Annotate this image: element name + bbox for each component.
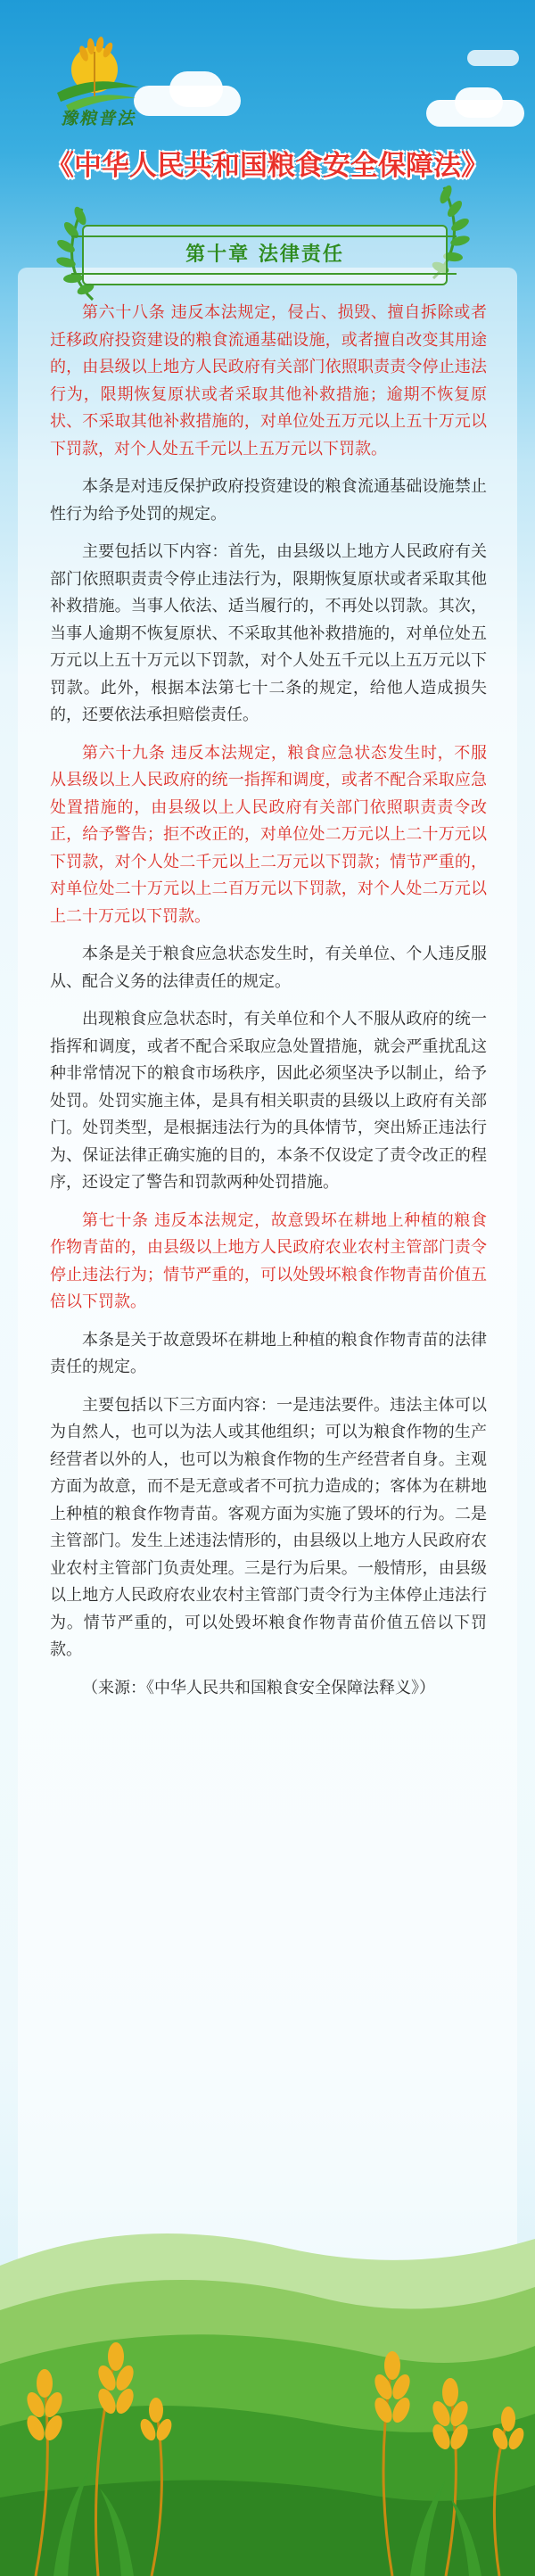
chapter-title: 第十章 法律责任 [185,243,344,266]
page-title: 《中华人民共和国粮食安全保障法》 [46,150,489,182]
article-69: 第六十九条 违反本法规定，粮食应急状态发生时，不服从县级以上人民政府的统一指挥和调度，或者不配合采取应急处置措施的，由县级以上人民政府有关部门依照职责责令改正，给予警告；拒不改正的，对单位处二万元以上二十万元以下罚款，对个人处二千元以上二万元以下罚款；情节严重的，对单位处二十万元以上二百万元以下罚款，对个人处二万元以上二十万元以下罚款。 [50,743,487,926]
article-70-explanation: 主要包括以下三方面内容：一是违法要件。违法主体可以为自然人，也可以为法人或其他组织；可以为粮食作物的生产经营者以外的人，也可以为粮食作物的生产经营者自身。主观方面为故意，而不是无意或者不可抗力造成的；客体为在耕地上种植的粮食作物青苗。客观方面为实施了毁坏的行为。二是主管部门。发生上述违法情形的，由县级以上地方人民政府农业农村主管部门负责处理。三是行为后果。一般情形，由县级以上地方人民政府农业农村主管部门责令行为主体停止违法行为。情节严重的，可以处毁坏粮食作物青苗价值五倍以下罚款。 [50,1395,487,1659]
article-70: 第七十条 违反本法规定，故意毁坏在耕地上种植的粮食作物青苗的，由县级以上地方人民政府农业农村主管部门责令停止违法行为；情节严重的，可以处毁坏粮食作物青苗价值五倍以下罚款。 [50,1210,487,1311]
source-note: （来源：《中华人民共和国粮食安全保障法释义》） [82,1678,435,1697]
logo-text: 豫粮普法 [60,109,136,128]
cloud [455,87,503,118]
article-68-explanation: 主要包括以下内容：首先，由县级以上地方人民政府有关部门依照职责责令停止违法行为，限期恢复原状或者采取其他补救措施。当事人依法、适当履行的，不再处以罚款。其次，当事人逾期不恢复原状、不采取其他补救措施的，对单位处五万元以上五十万元以下罚款，对个人处五千元以上五万元以下罚款。此外，根据本法第七十二条的规定，给他人造成损失的，还要依法承担赔偿责任。 [50,542,487,724]
article-68-note: 本条是对违反保护政府投资建设的粮食流通基础设施禁止性行为给予处罚的规定。 [50,477,487,524]
article-68: 第六十八条 违反本法规定，侵占、损毁、擅自拆除或者迁移政府投资建设的粮食流通基础设施，或者擅自改变其用途的，由县级以上地方人民政府有关部门依照职责责令停止违法行为，限期恢复原状或者采取其他补救措施；逾期不恢复原状、不采取其他补救措施的，对单位处五万元以上五十万元以下罚款，对个人处五千元以上五万元以下罚款。 [50,303,487,458]
article-69-note: 本条是关于粮食应急状态发生时，有关单位、个人违反服从、配合义务的法律责任的规定。 [50,945,487,991]
cloud [467,50,519,66]
article-70-note: 本条是关于故意毁坏在耕地上种植的粮食作物青苗的法律责任的规定。 [50,1330,487,1376]
cloud [169,71,223,107]
wheat-stalks-icon [0,2283,535,2576]
article-content [50,300,487,1713]
article-69-explanation: 出现粮食应急状态时，有关单位和个人不服从政府的统一指挥和调度，或者不配合采取应急处置措施，就会严重扰乱这种非常情况下的粮食市场秩序，因此必须坚决予以制止，给予处罚。处罚实施主体，是具有相关职责的县级以上政府有关部门。处罚类型，是根据违法行为的具体情节，突出矫正违法行为、保证法律正确实施的目的，本条不仅设定了责令改正的程序，还设定了警告和罚款两种处罚措施。 [50,1010,487,1192]
